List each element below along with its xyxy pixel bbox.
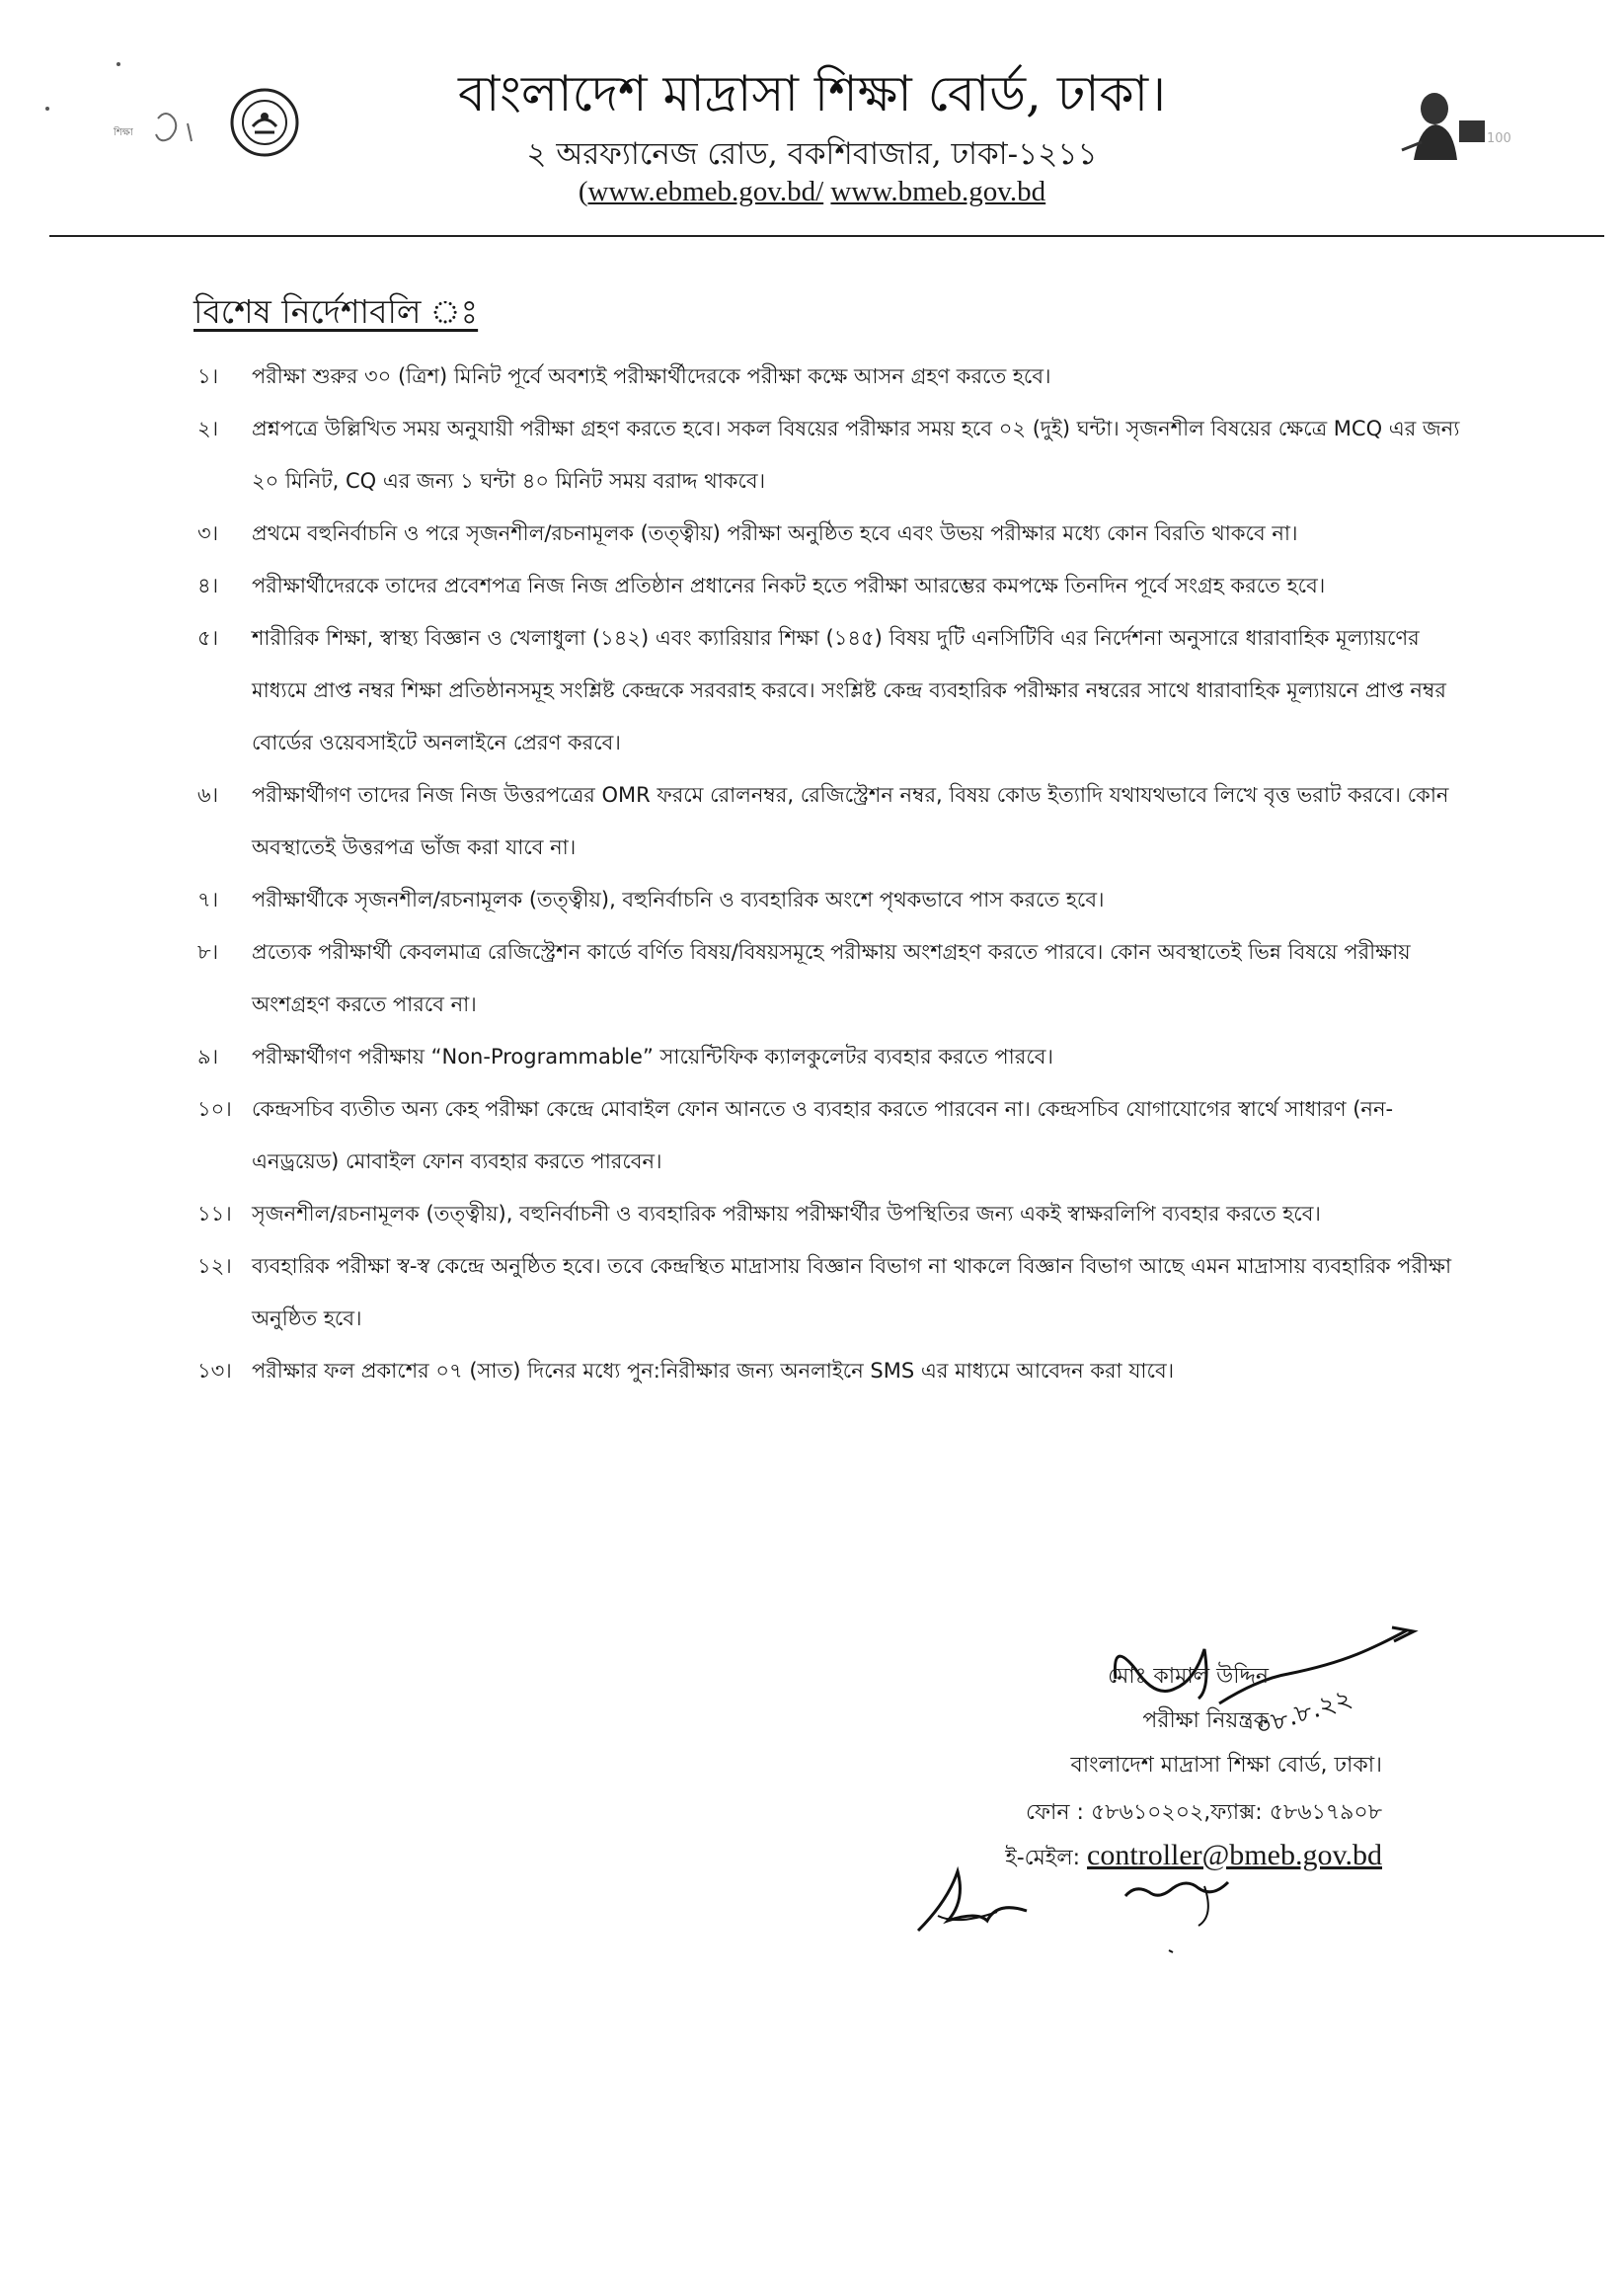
instruction-text: পরীক্ষার্থীগণ তাদের নিজ নিজ উত্তরপত্রের OMR ফরমে রোলনম্বর, রেজিস্ট্রেশন নম্বর, বিষয় কোড ইত্যাদি যথাযথভাবে লিখে বৃত্ত ভরাট করবে। কোন অবস্থাতেই উত্তরপত্র ভাঁজ করা যাবে না।	[252, 783, 1449, 859]
signatory-name: মোঃ কামাল উদ্দিন	[1108, 1664, 1269, 1689]
instruction-text: কেন্দ্রসচিব ব্যতীত অন্য কেহ পরীক্ষা কেন্দ্রে মোবাইল ফোন আনতে ও ব্যবহার করতে পারবেন না। কেন্দ্রসচিব যোগাযোগের স্বার্থে সাধারণ (নন-এনড্রয়েড) মোবাইল ফোন ব্যবহার করতে পারবেন।	[252, 1097, 1394, 1173]
instruction-item	[197, 508, 1471, 560]
instruction-number: ১০।	[197, 1097, 232, 1121]
instruction-text: পরীক্ষার্থীকে সৃজনশীল/রচনামূলক (তত্ত্বীয়), বহুনির্বাচনি ও ব্যবহারিক অংশে পৃথকভাবে পাস করতে হবে।	[252, 888, 1105, 911]
instruction-text: প্রত্যেক পরীক্ষার্থী কেবলমাত্র রেজিস্ট্রেশন কার্ডে বর্ণিত বিষয়/বিষয়সমূহে পরীক্ষায় অংশগ্রহণ করতে পারবে। কোন অবস্থাতেই ভিন্ন বিষয়ে পরীক্ষায় অংশগ্রহণ করতে পারবে না।	[252, 940, 1411, 1016]
instruction-number: ৯।	[197, 1045, 219, 1069]
instruction-number: ৪।	[197, 574, 219, 597]
instruction-item	[197, 1031, 1471, 1083]
header-divider	[49, 235, 1604, 237]
instruction-item	[197, 612, 1471, 769]
instruction-item	[197, 1345, 1471, 1397]
handwritten-date: ০৮.৮.২২	[1251, 1683, 1356, 1743]
instruction-item	[197, 1188, 1471, 1240]
instruction-number: ১৩।	[197, 1359, 232, 1383]
instruction-text: সৃজনশীল/রচনামূলক (তত্ত্বীয়), বহুনির্বাচনী ও ব্যবহারিক পরীক্ষায় পরীক্ষার্থীর উপস্থিতির জন্য একই স্বাক্ষরলিপি ব্যবহার করতে হবে।	[252, 1202, 1321, 1226]
instruction-text: ব্যবহারিক পরীক্ষা স্ব-স্ব কেন্দ্রে অনুষ্ঠিত হবে। তবে কেন্দ্রস্থিত মাদ্রাসায় বিজ্ঞান বিভাগ না থাকলে বিজ্ঞান বিভাগ আছে এমন মাদ্রাসায় ব্যবহারিক পরীক্ষা অনুষ্ঠিত হবে।	[252, 1254, 1452, 1330]
signatory-organization: বাংলাদেশ মাদ্রাসা শিক্ষা বোর্ড, ঢাকা।	[1070, 1753, 1382, 1778]
section-title: বিশেষ নির্দেশাবলি ঃ	[193, 292, 479, 331]
instruction-number: ৭।	[197, 888, 219, 911]
instruction-number: ১১।	[197, 1202, 232, 1226]
instruction-text: পরীক্ষার্থীদেরকে তাদের প্রবেশপত্র নিজ নিজ প্রতিষ্ঠান প্রধানের নিকট হতে পরীক্ষা আরম্ভের কমপক্ষে তিনদিন পূর্বে সংগ্রহ করতে হবে।	[252, 574, 1326, 597]
instruction-text: প্রশ্নপত্রে উল্লিখিত সময় অনুযায়ী পরীক্ষা গ্রহণ করতে হবে। সকল বিষয়ের পরীক্ষার সময় হবে ০২ (দুই) ঘন্টা। সৃজনশীল বিষয়ের ক্ষেত্রে MCQ এর জন্য ২০ মিনিট, CQ এর জন্য ১ ঘন্টা ৪০ মিনিট সময় বরাদ্দ থাকবে।	[252, 417, 1460, 493]
instruction-number: ৬।	[197, 783, 219, 807]
instruction-number: ১।	[197, 364, 219, 388]
web-prefix: (	[578, 176, 588, 207]
email-label: ই-মেইল:	[1005, 1846, 1081, 1870]
instruction-item	[197, 926, 1471, 1031]
board-address: ২ অরফ্যানেজ রোড, বকশিবাজার, ঢাকা-১২১১	[526, 136, 1098, 172]
instruction-text: পরীক্ষা শুরুর ৩০ (ত্রিশ) মিনিট পূর্বে অবশ্যই পরীক্ষার্থীদেরকে পরীক্ষা কক্ষে আসন গ্রহণ করতে হবে।	[252, 364, 1051, 388]
svg-text:শিক্ষা: শিক্ষা	[114, 127, 133, 138]
instruction-item	[197, 351, 1471, 403]
handwritten-initials	[908, 1847, 1283, 1975]
website-link-ebmeb[interactable]: www.ebmeb.gov.bd/	[587, 176, 824, 207]
board-websites	[0, 176, 1624, 208]
instruction-number: ৩।	[197, 521, 219, 545]
contact-phone-fax: ফোন : ৫৮৬১০২০২,ফ্যাক্স: ৫৮৬১৭৯০৮	[1026, 1800, 1382, 1825]
svg-text:100: 100	[1487, 131, 1511, 146]
instruction-text: প্রথমে বহুনির্বাচনি ও পরে সৃজনশীল/রচনামূলক (তত্ত্বীয়) পরীক্ষা অনুষ্ঠিত হবে এবং উভয় পরীক্ষার মধ্যে কোন বিরতি থাকবে না।	[252, 521, 1298, 545]
website-link-bmeb[interactable]: www.bmeb.gov.bd	[830, 176, 1046, 207]
instruction-text: পরীক্ষার্থীগণ পরীক্ষায় “Non-Programmable” সায়েন্টিফিক ক্যালকুলেটর ব্যবহার করতে পারবে।	[252, 1045, 1053, 1069]
instruction-item	[197, 874, 1471, 926]
instruction-item	[197, 560, 1471, 612]
instruction-number: ৮।	[197, 940, 219, 964]
instruction-number: ১২।	[197, 1254, 232, 1278]
signatory-designation: পরীক্ষা নিয়ন্ত্রক	[1142, 1708, 1269, 1733]
instruction-item	[197, 1240, 1471, 1345]
instruction-list	[197, 351, 1471, 1397]
board-title: বাংলাদেশ মাদ্রাসা শিক্ষা বোর্ড, ঢাকা।	[458, 65, 1166, 122]
email-link[interactable]: controller@bmeb.gov.bd	[1087, 1839, 1382, 1871]
instruction-item	[197, 403, 1471, 508]
instruction-number: ২।	[197, 417, 219, 440]
instruction-text: পরীক্ষার ফল প্রকাশের ০৭ (সাত) দিনের মধ্যে পুন:নিরীক্ষার জন্য অনলাইনে SMS এর মাধ্যমে আবেদন করা যাবে।	[252, 1359, 1175, 1383]
instruction-text: শারীরিক শিক্ষা, স্বাস্থ্য বিজ্ঞান ও খেলাধুলা (১৪২) এবং ক্যারিয়ার শিক্ষা (১৪৫) বিষয় দুটি এনসিটিবি এর নির্দেশনা অনুসারে ধারাবাহিক মূল্যায়ণের মাধ্যমে প্রাপ্ত নম্বর শিক্ষা প্রতিষ্ঠানসমূহ সংশ্লিষ্ট কেন্দ্রকে সরবরাহ করবে। সংশ্লিষ্ট কেন্দ্র ব্যবহারিক পরীক্ষার নম্বরের সাথে ধারাবাহিক মূল্যায়নে প্রাপ্ত নম্বর বোর্ডের ওয়েবসাইটে অনলাইনে প্রেরণ করবে।	[252, 626, 1446, 754]
instruction-item	[197, 769, 1471, 874]
instruction-number: ৫।	[197, 626, 219, 650]
instruction-item	[197, 1083, 1471, 1188]
